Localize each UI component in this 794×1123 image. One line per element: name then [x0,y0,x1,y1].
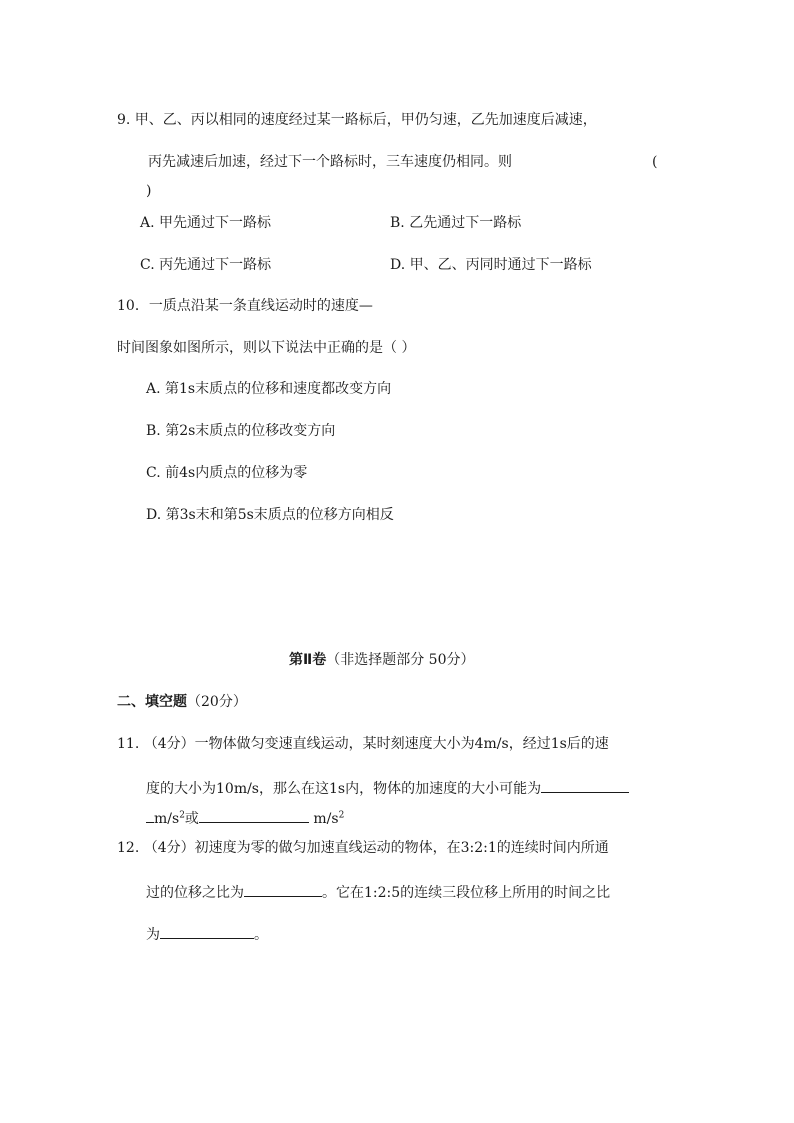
q11-unit-1-exp: 2 [179,810,185,821]
section2-heading [117,692,247,712]
q11-blank-1-cont[interactable] [146,806,154,823]
q10-option-a: A. 第1s末质点的位移和速度都改变方向 [146,381,392,397]
q10-line1: 10．一质点沿某一条直线运动时的速度— [117,298,373,314]
q10-option-b: B. 第2s末质点的位移改变方向 [146,423,336,439]
q11-unit-2: m/s [313,811,339,827]
q9-option-c: C. 丙先通过下一路标 [140,257,272,273]
q12-blank-2[interactable] [160,922,254,939]
q11-line2-text: 度的大小为10m/s，那么在这1s内，物体的加速度的大小可能为 [146,781,542,797]
part2-subtitle: （非选择题部分 50分） [326,652,475,668]
q12-line1: 12. （4分）初速度为零的做匀加速直线运动的物体，在3:2:1的连续时间内所通 [117,840,609,856]
q10-line2: 时间图象如图所示，则以下说法中正确的是（ ） [117,340,416,356]
q12-line3-text-b: 。 [254,927,268,943]
q12-line3-text-a: 为 [146,927,160,943]
q9-option-b: B. 乙先通过下一路标 [390,215,522,231]
q9-option-a: A. 甲先通过下一路标 [140,215,272,231]
q11-or: 或 [184,811,199,827]
q10-option-c: C. 前4s内质点的位移为零 [146,465,308,481]
part2-title: 第Ⅱ卷 [289,652,327,668]
q10-option-d: D. 第3s末和第5s末质点的位移方向相反 [146,507,394,523]
section2-points: （20分） [187,694,247,710]
part2-heading [289,650,475,670]
q11-unit-1: m/s [154,811,180,827]
q11-blank-2[interactable] [199,806,309,823]
q9-option-d: D. 甲、乙、丙同时通过下一路标 [390,257,592,273]
q11-line2 [146,776,629,799]
q12-line2-text-b: 。它在1:2:5的连续三段位移上所用的时间之比 [322,885,611,901]
q12-blank-1[interactable] [244,880,322,897]
section2-title: 二、填空题 [117,694,187,710]
q11-blank-1[interactable] [541,776,629,793]
q9-paren-open: ( [652,154,658,170]
q11-unit-2-exp: 2 [338,810,345,821]
q9-paren-close: ) [146,183,152,199]
q12-line2-text-a: 过的位移之比为 [146,885,244,901]
q9-line1: 9. 甲、乙、丙以相同的速度经过某一路标后，甲仍匀速，乙先加速度后减速， [117,112,597,128]
q11-line1: 11. （4分）一物体做匀变速直线运动，某时刻速度大小为4m/s，经过1s后的速 [117,736,609,752]
q12-line2 [146,880,610,903]
q12-line3 [146,922,268,945]
q9-line2: 丙先减速后加速，经过下一个路标时，三车速度仍相同。则 [148,154,512,170]
q11-line3 [146,806,344,829]
